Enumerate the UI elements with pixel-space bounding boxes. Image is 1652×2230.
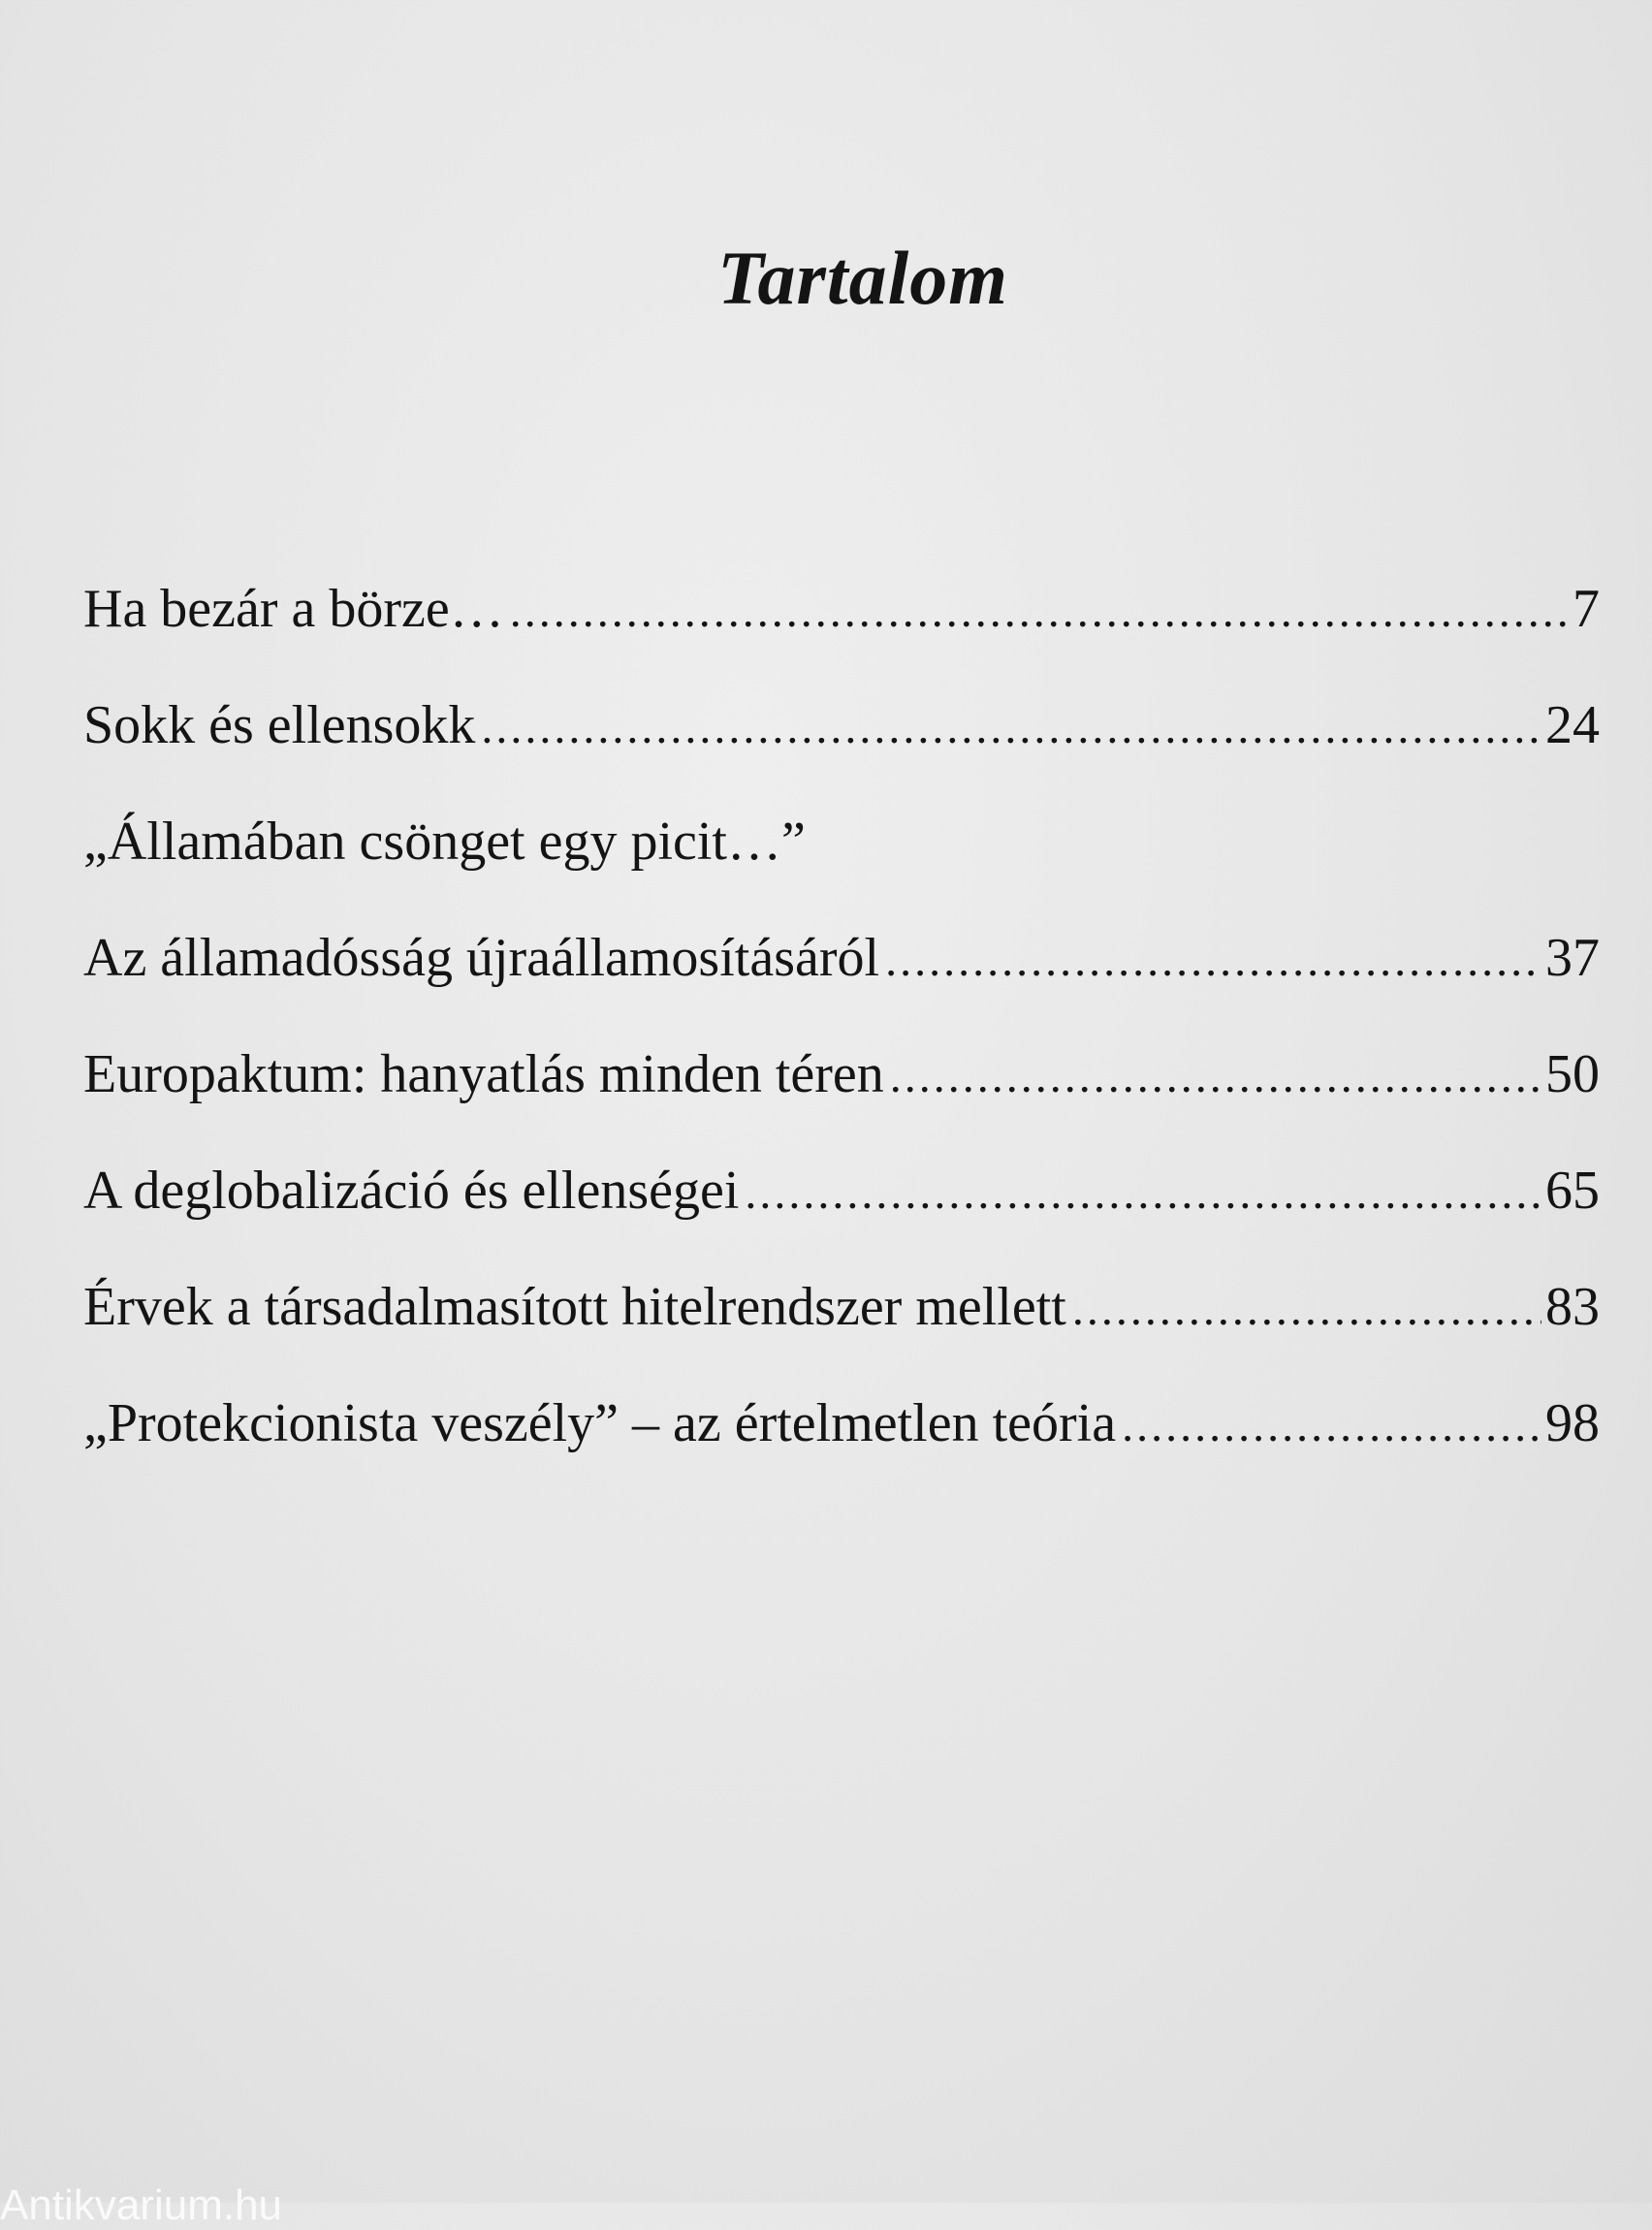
toc-entry-3	[83, 814, 1600, 931]
toc-entry-page: 83	[1545, 1277, 1600, 1337]
toc-entry-8	[83, 1393, 1600, 1513]
dot-leader	[481, 705, 1541, 751]
toc-entry-page: 65	[1545, 1161, 1600, 1221]
table-of-contents	[83, 579, 1600, 1513]
dot-leader	[510, 589, 1569, 635]
page-title: Tartalom	[717, 236, 1008, 320]
toc-entry-1	[83, 579, 1600, 698]
toc-entry-page: 98	[1545, 1393, 1600, 1453]
toc-entry-title: „Protekcionista veszély” – az értelmetlen teória	[83, 1393, 1117, 1453]
toc-entry-title: Ha bezár a börze…	[83, 579, 504, 639]
dot-leader	[1122, 1403, 1541, 1450]
dot-leader	[1072, 1287, 1541, 1333]
dot-leader	[890, 1054, 1541, 1100]
toc-entry-4	[83, 928, 1600, 1047]
toc-entry-2	[83, 695, 1600, 814]
toc-entry-5	[83, 1044, 1600, 1163]
watermark: Antikvarium.hu	[0, 2182, 283, 2229]
toc-entry-title: Érvek a társadalmasított hitelrendszer mellett	[83, 1277, 1066, 1337]
toc-entry-title: A deglobalizáció és ellenségei	[83, 1161, 740, 1221]
toc-entry-6	[83, 1163, 1600, 1280]
dot-leader	[885, 938, 1541, 984]
toc-entry-7	[83, 1277, 1600, 1396]
toc-entry-page: 50	[1545, 1044, 1600, 1104]
toc-entry-title: Europaktum: hanyatlás minden téren	[83, 1044, 884, 1104]
toc-entry-page: 7	[1573, 579, 1600, 639]
toc-entry-page: 24	[1545, 695, 1600, 755]
toc-entry-page: 37	[1545, 928, 1600, 988]
toc-entry-title: Az államadósság újraállamosításáról	[83, 928, 880, 988]
toc-entry-title: Sokk és ellensokk	[83, 695, 476, 755]
dot-leader	[745, 1170, 1541, 1217]
toc-entry-title: „Államában csönget egy picit…”	[83, 812, 806, 872]
